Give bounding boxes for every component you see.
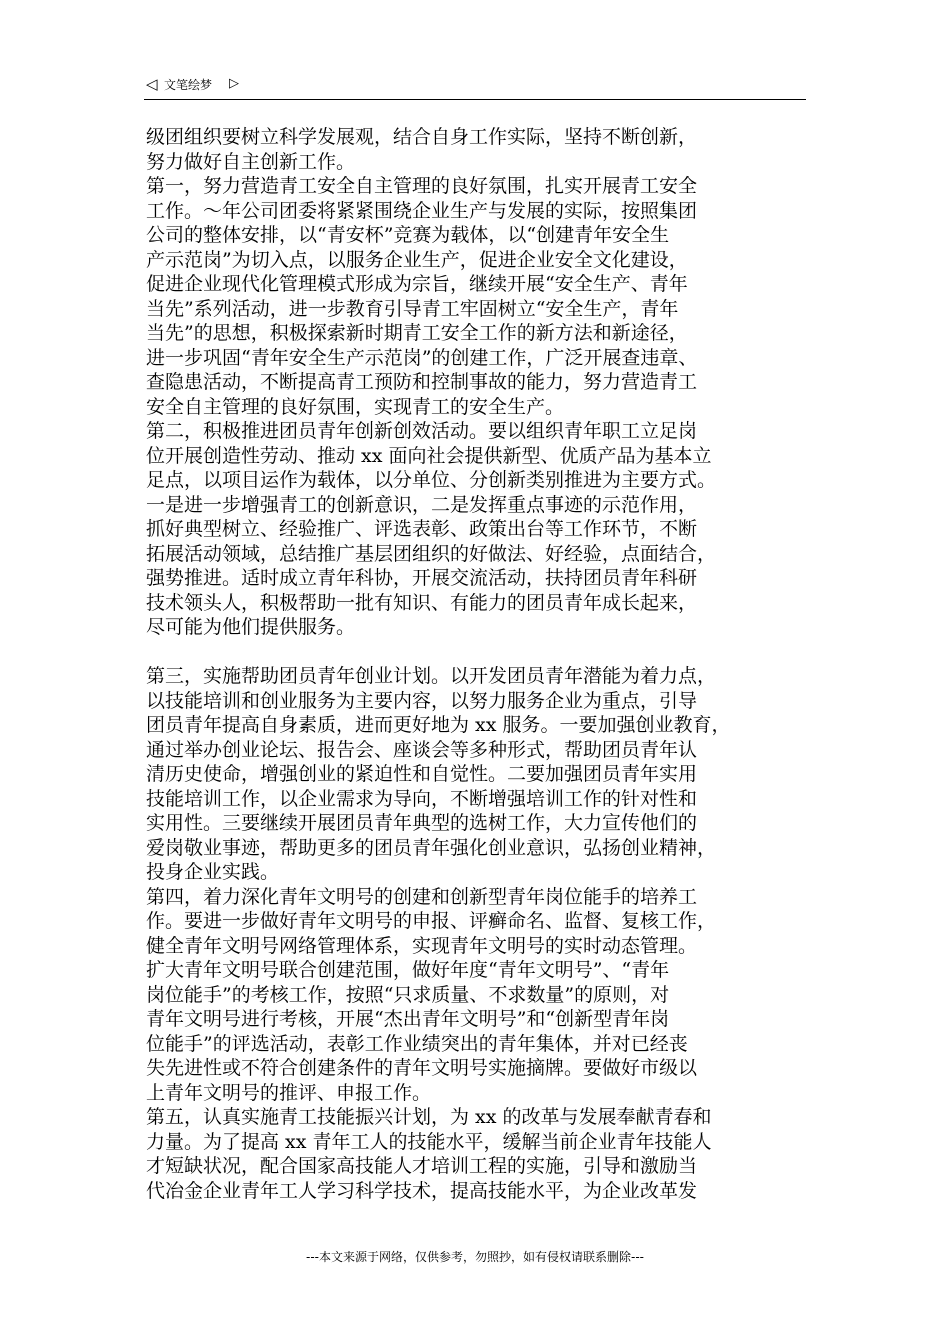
document-body	[146, 125, 814, 1203]
paragraph-fourth: 第四，着力深化青年文明号的创建和创新型青年岗位能手的培养工 作。要进一步做好青年文明号的申报、评癣命名、监督、复核工作， 健全青年文明号网络管理体系，实现青年文明号的实时动态管理。 扩大青年文明号联合创建范围，做好年度“青年文明号”、“青年 岗位能手”的考核工作，按照“只求质量、不求数量”的原则，对 青年文明号进行考核，开展“杰出青年文明号”和“创新型青年岗 位能手”的评选活动，表彰工作业绩突出的青年集体，并对已经丧 失先进性或不符合创建条件的青年文明号实施摘牌。要做好市级以 上青年文明号的推评、申报工作。	[146, 885, 717, 1104]
paragraph-third: 第三，实施帮助团员青年创业计划。以开发团员青年潜能为着力点， 以技能培训和创业服务为主要内容，以努力服务企业为重点，引导 团员青年提高自身素质，进而更好地为 xx 服务。一要加强创业教育， 通过举办创业论坛、报告会、座谈会等多种形式，帮助团员青年认 清历史使命，增强创业的紧迫性和自觉性。二要加强团员青年实用 技能培训工作，以企业需求为导向，不断增强培训工作的针对性和 实用性。三要继续开展团员青年典型的选树工作，大力宣传他们的 爱岗敬业事迹，帮助更多的团员青年强化创业意识，弘扬创业精神， 投身企业实践。	[146, 665, 731, 883]
paragraph-first: 第一，努力营造青工安全自主管理的良好氛围，扎实开展青工安全 工作。～年公司团委将紧紧围绕企业生产与发展的实际，按照集团 公司的整体安排，以“青安杯”竞赛为载体，以“创建青年安全生 产示范岗”为切入点，以服务企业生产，促进企业安全文化建设， 促进企业现代化管理模式形成为宗旨，继续开展“安全生产、青年 当先”系列活动，进一步教育引导青工牢固树立“安全生产，青年 当先”的思想，积极探索新时期青工安全工作的新方法和新途径， 进一步巩固“青年安全生产示范岗”的创建工作，广泛开展查违章、 查隐患活动，不断提高青工预防和控制事故的能力，努力营造青工 安全自主管理的良好氛围，实现青工的安全生产。	[146, 175, 698, 418]
paragraph-second: 第二，积极推进团员青年创新创效活动。要以组织青年职工立足岗 位开展创造性劳动、推动 xx 面向社会提供新型、优质产品为基本立 足点，以项目运作为载体，以分单位、分创新类别推进为主要方式。 一是进一步增强青工的创新意识，二是发挥重点事迹的示范作用， 抓好典型树立、经验推广、评选表彰、政策出台等工作环节，不断 拓展活动领域，总结推广基层团组织的好做法、好经验，点面结合， 强势推进。适时成立青年科协，开展交流活动，扶持团员青年科研 技术领头人，积极帮助一批有知识、有能力的团员青年成长起来， 尽可能为他们提供服务。	[146, 420, 717, 638]
paragraph-fifth: 第五，认真实施青工技能振兴计划，为 xx 的改革与发展奉献青春和 力量。为了提高 xx 青年工人的技能水平，缓解当前企业青年技能人 才短缺状况，配合国家高技能人才培训工程的实施，引导和激励当 代冶金企业青年工人学习科学技术，提高技能水平，为企业改革发	[146, 1106, 712, 1202]
disclaimer-footer: ---本文来源于网络，仅供参考，勿照抄，如有侵权请联系删除---	[306, 1250, 644, 1264]
paragraph-intro: 级团组织要树立科学发展观，结合自身工作实际，坚持不断创新， 努力做好自主创新工作。	[146, 126, 698, 173]
paragraph-spacer	[146, 640, 814, 665]
brand-name: 文笔绘梦	[164, 78, 213, 92]
page-header	[144, 72, 806, 100]
triangle-right-icon: ▷	[229, 75, 239, 90]
triangle-left-icon: ◁	[146, 77, 158, 93]
